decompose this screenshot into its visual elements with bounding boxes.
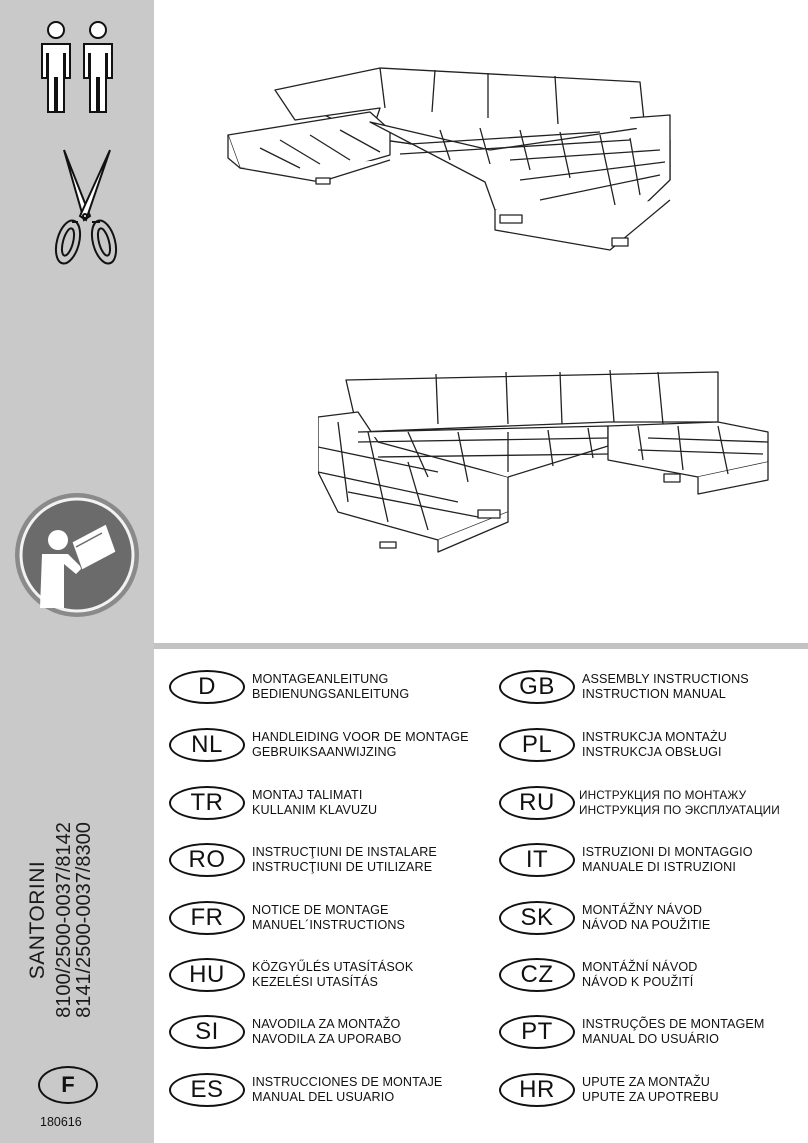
language-code: PL [499, 728, 575, 762]
language-entry-ro [169, 843, 437, 877]
language-code: D [169, 670, 245, 704]
sofa-illustration-right [318, 362, 778, 562]
assembly-instructions-label: MONTÁŽNY NÁVOD [582, 903, 703, 917]
assembly-instructions-label: KÖZGYŰLÉS UTASÍTÁSOK [252, 960, 414, 974]
product-title-block [11, 775, 111, 1065]
user-manual-label: NÁVOD K POUŽITÍ [582, 975, 694, 989]
language-code: GB [499, 670, 575, 704]
language-entry-pt [499, 1015, 764, 1049]
assembly-instructions-label: INSTRUCCIONES DE MONTAJE [252, 1075, 443, 1089]
user-manual-label: MANUEL´INSTRUCTIONS [252, 918, 406, 932]
language-entry-gb [499, 670, 749, 704]
two-persons-icon [34, 20, 122, 116]
language-code: TR [169, 786, 245, 820]
version-badge: F [38, 1066, 98, 1104]
language-entry-hr [499, 1073, 719, 1107]
user-manual-label: UPUTE ZA UPOTREBU [582, 1090, 719, 1104]
read-manual-icon [12, 490, 142, 620]
assembly-instructions-label: ASSEMBLY INSTRUCTIONS [582, 672, 749, 686]
print-date: 180616 [40, 1115, 82, 1129]
user-manual-label: NÁVOD NA POUŽITIE [582, 918, 711, 932]
assembly-instructions-label: ISTRUZIONI DI MONTAGGIO [582, 845, 753, 859]
assembly-instructions-label: MONTAGEANLEITUNG [252, 672, 389, 686]
language-entry-ru [499, 786, 780, 820]
language-code: RO [169, 843, 245, 877]
user-manual-label: MANUAL DEL USUARIO [252, 1090, 395, 1104]
language-code: IT [499, 843, 575, 877]
language-entry-de [169, 670, 409, 704]
user-manual-label: BEDIENUNGSANLEITUNG [252, 687, 410, 701]
assembly-instructions-label: NAVODILA ZA MONTAŽO [252, 1017, 401, 1031]
user-manual-label: INSTRUKCJA OBSŁUGI [582, 745, 722, 759]
language-entry-cz [499, 958, 697, 992]
divider-bar [154, 643, 808, 649]
scissors-icon [50, 146, 122, 270]
user-manual-label: ИНСТРУКЦИЯ ПО ЭКСПЛУАТАЦИИ [579, 803, 780, 817]
user-manual-label: KULLANIM KLAVUZU [252, 803, 378, 817]
language-entry-pl [499, 728, 727, 762]
language-code: SK [499, 901, 575, 935]
language-entry-nl [169, 728, 469, 762]
language-entry-si [169, 1015, 401, 1049]
user-manual-label: NAVODILA ZA UPORABO [252, 1032, 402, 1046]
language-code: HR [499, 1073, 575, 1107]
user-manual-label: KEZELÉSI UTASÍTÁS [252, 975, 379, 989]
language-code: CZ [499, 958, 575, 992]
language-code: PT [499, 1015, 575, 1049]
assembly-instructions-label: MONTÁŽNÍ NÁVOD [582, 960, 698, 974]
product-code-1: 8100/2500-0037/8142 [53, 822, 75, 1018]
assembly-instructions-label: INSTRUÇÕES DE MONTAGEM [582, 1017, 765, 1031]
language-code: SI [169, 1015, 245, 1049]
language-code: ES [169, 1073, 245, 1107]
product-name: SANTORINI [26, 860, 49, 980]
assembly-instructions-label: INSTRUKCJA MONTAŻU [582, 730, 727, 744]
user-manual-label: GEBRUIKSAANWIJZING [252, 745, 397, 759]
language-entry-fr [169, 901, 405, 935]
user-manual-label: INSTRUCŢIUNI DE UTILIZARE [252, 860, 433, 874]
assembly-instructions-label: UPUTE ZA MONTAŽU [582, 1075, 711, 1089]
language-code: RU [499, 786, 575, 820]
language-code: FR [169, 901, 245, 935]
language-code: NL [169, 728, 245, 762]
language-entry-hu [169, 958, 413, 992]
language-entry-sk [499, 901, 710, 935]
language-entry-tr [169, 786, 377, 820]
language-code: HU [169, 958, 245, 992]
assembly-instructions-label: ИНСТРУКЦИЯ ПО МОНТАЖУ [579, 788, 747, 802]
assembly-instructions-label: MONTAJ TALIMATI [252, 788, 363, 802]
language-entry-es [169, 1073, 442, 1107]
user-manual-label: MANUALE DI ISTRUZIONI [582, 860, 736, 874]
product-code-2: 8141/2500-0037/8300 [73, 822, 95, 1018]
user-manual-label: MANUAL DO USUÁRIO [582, 1032, 719, 1046]
assembly-instructions-label: HANDLEIDING VOOR DE MONTAGE [252, 730, 469, 744]
sofa-illustration-left [220, 60, 680, 260]
user-manual-label: INSTRUCTION MANUAL [582, 687, 726, 701]
language-entry-it [499, 843, 753, 877]
assembly-instructions-label: INSTRUCŢIUNI DE INSTALARE [252, 845, 437, 859]
assembly-instructions-label: NOTICE DE MONTAGE [252, 903, 389, 917]
